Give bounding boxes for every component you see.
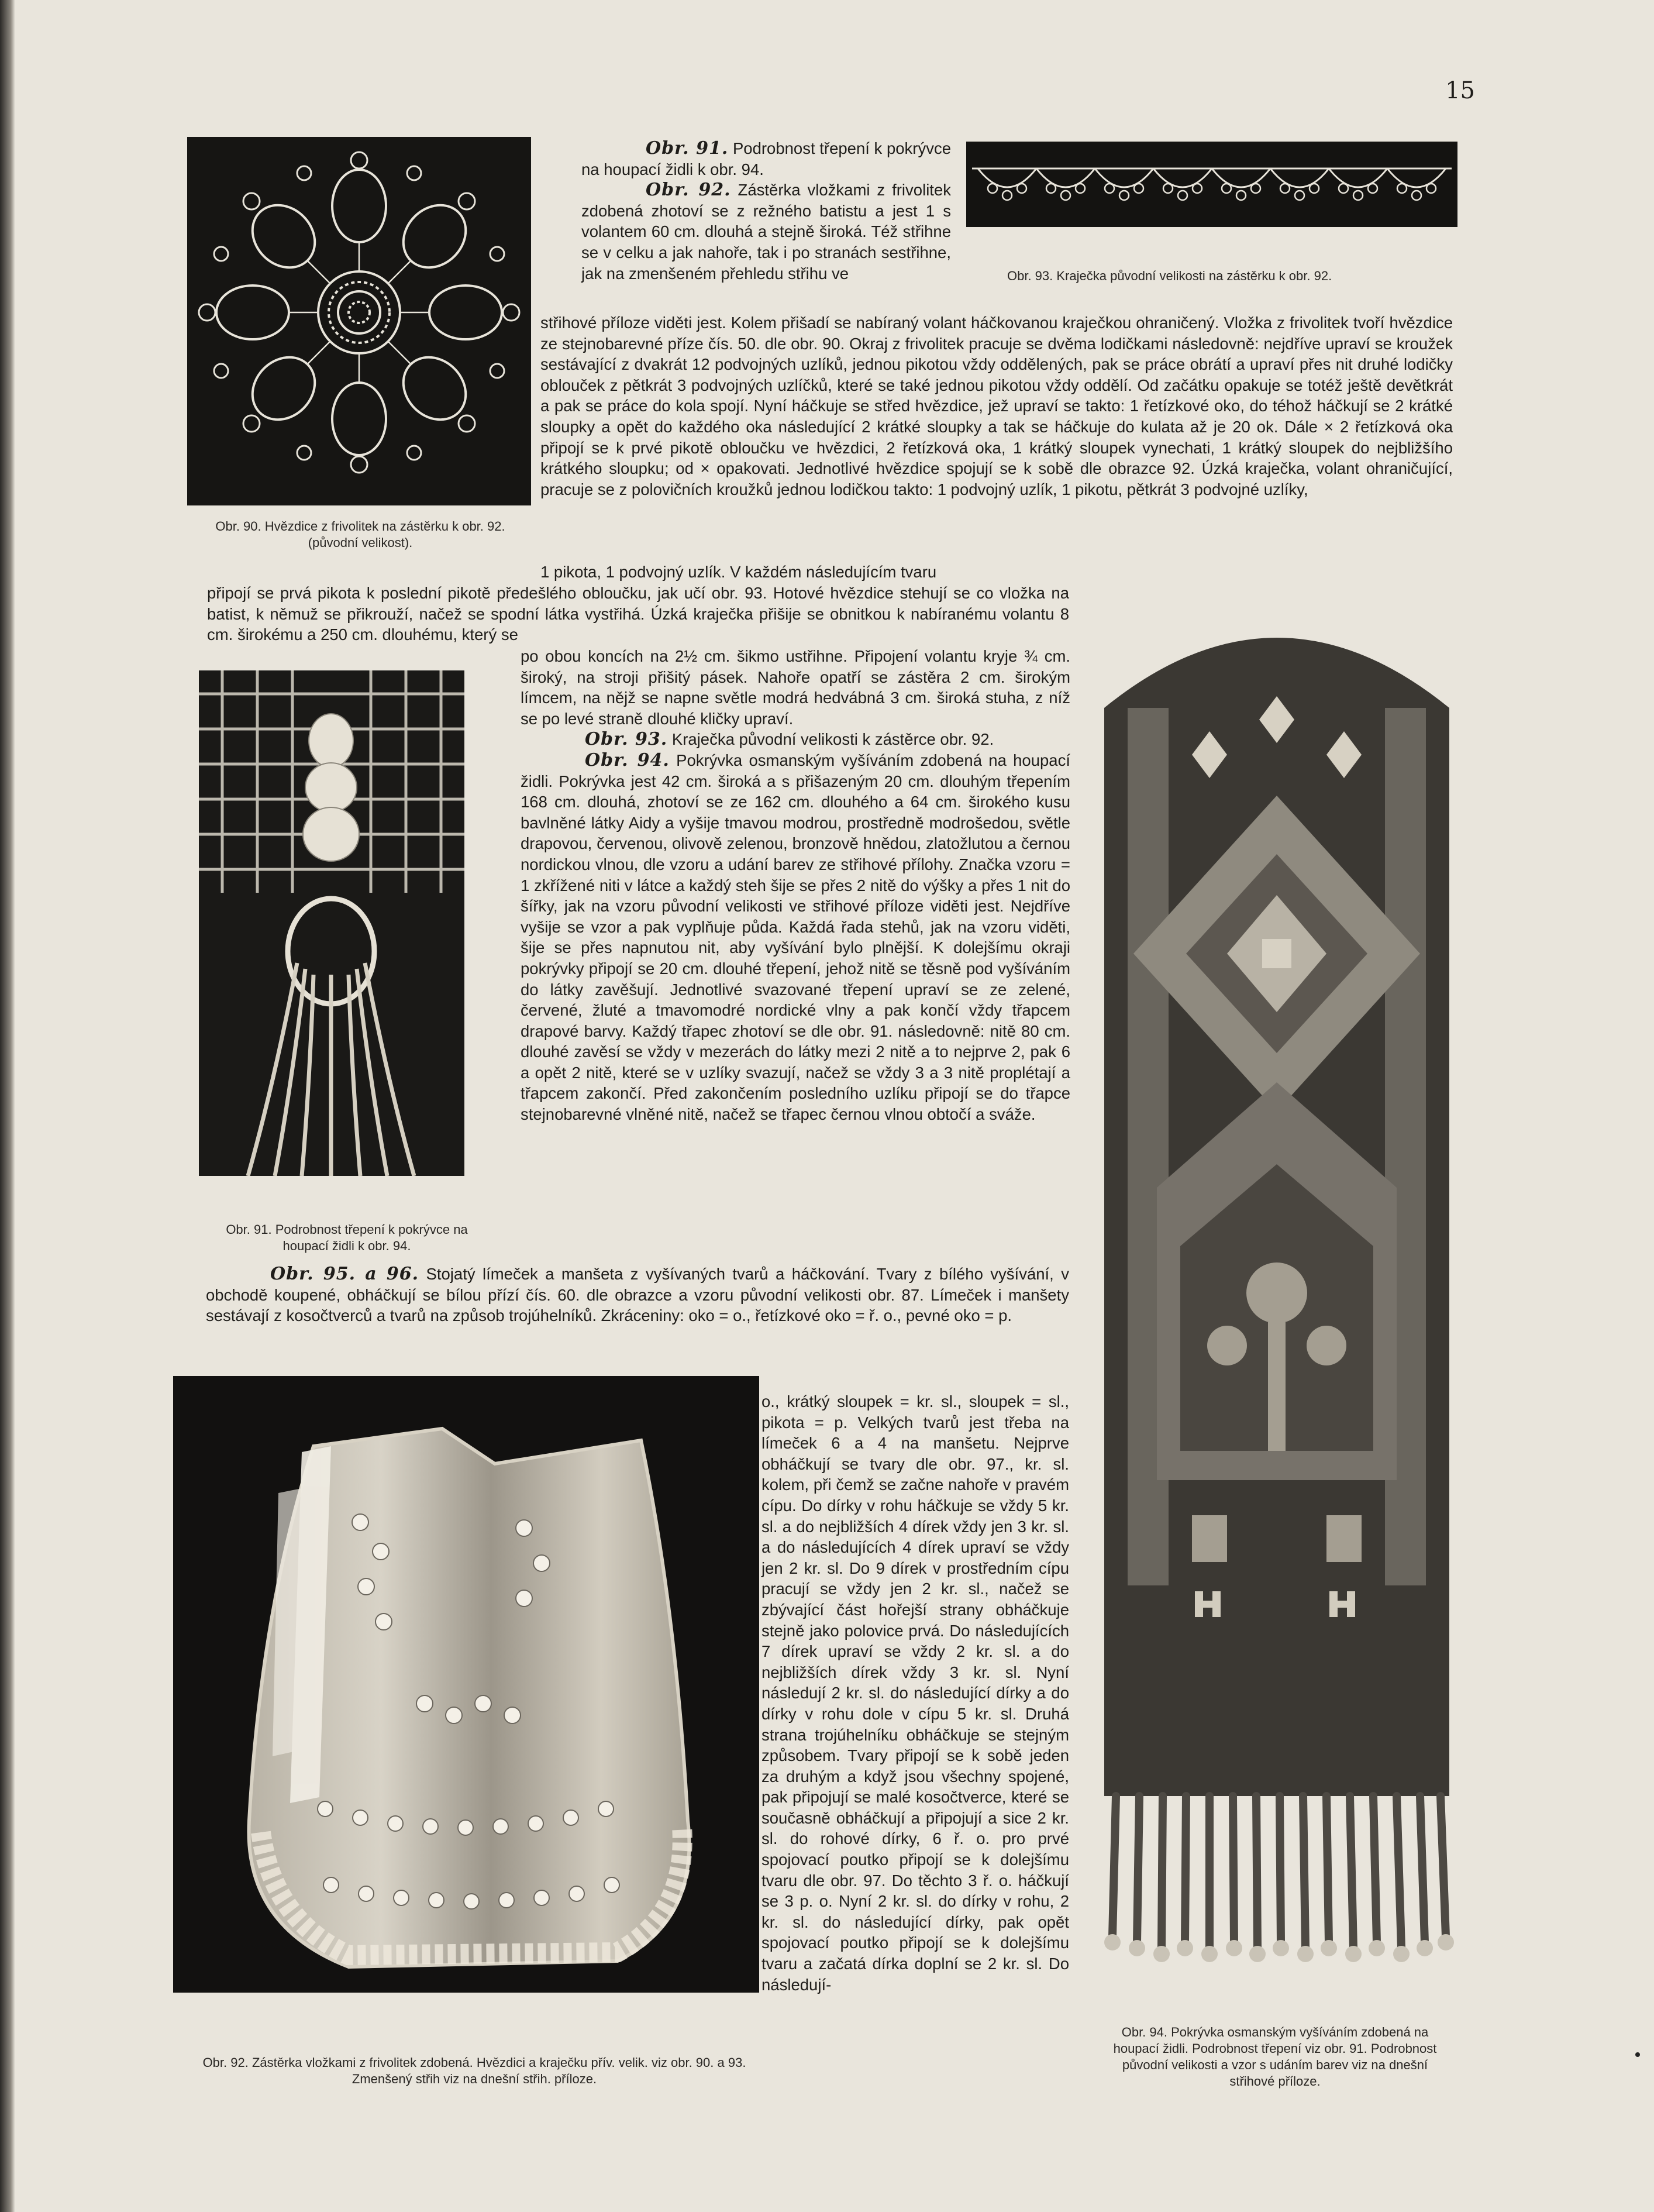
text-obr-92-line — [540, 562, 1069, 583]
ref-obr-91: Obr. 91. — [646, 138, 729, 159]
ref-obr-92: Obr. 92. — [646, 180, 731, 201]
text-obr-92-93-94 — [521, 646, 1070, 1125]
text-obr-94-body: Pokrývka osmanským vyšíváním zdobená na houpací židli. Pokrývka jest 42 cm. široká a s přišazeným 20 cm. dlouhým třepením 168 cm. dlouhá, zhotoví se ze 162 cm. dlouhého a 64 cm. širokého kusu bavlněné látky Aidy a vyšije tmavou modrou, prostředně modrošedou, světle drapovou, červenou, olivově zelenou, bronzově hnědou, zlatožlutou a černou nordickou vlnou, dle vzoru a udání barev ze střihové přílohy. Značka vzoru = 1 zkřížené niti v látce a každý steh šije se přes 2 nitě do výšky a přes 1 nit do šířky, jak na vzoru původní velikosti ve střihové příloze viděti jest. Nejdříve vyšije se vzor a pak vyplňuje půda. Každá řada stehů, jak na vzoru viděti, šije se přes napnutou nit, aby vyšívání bylo plnější. K dolejšímu okraji pokrývky připojí se 20 cm. dlouhé třepení, jehož nitě se těsně pod vyšíváním do látky zavěšují. Jednotlivé svazované třepení upraví se ze zelené, červené, žluté a tmavomodré nordické vlny a pak končí vždy třapcem drapové barvy. Každý třapec zhotoví se dle obr. 91. následovně: nitě 80 cm. dlouhé zavěsí se vždy v mezerách do látky mezi 2 nitě a to nejprve 2, pak 6 a opět 2 nitě, které se v uzlíky svazují, načež se vždy 3 a 3 nitě proplétají a třapcem zakončí. Před zakončením posledního uzlíku připojí se do třapce stejnobarevné vlněné nitě, načež se třapec černou vlnou obtočí a sváže. — [521, 751, 1070, 1124]
text-obr-92-b: střihové příloze viděti jest. Kolem přišadí se nabíraný volant háčkovanou kraječkou ohraničený. Vložka z frivolitek tvoří hvězdice ze stejnobarevné příze čís. 50. dle obr. 90. Okraj z frivolitek pracuje se dvěma lodičkami následovně: nejdříve upraví se kroužek sestávající z dvakrát 12 podvojných uzlíků, jednou pikotou vždy oddělených, pak se práce obrátí a upraví přes nit druhé lodičky oblouček z pětkrát 3 podvojných uzlíčků, které se také jednou pikotou vždy oddělí. Od začátku opakuje se totéž ještě devětkrát a pak se práce do kola spojí. Nyní háčkuje se střed hvězdice, jež upraví se takto: 1 řetízkové oko, do téhož háčkují se 2 krátké sloupky a opět do každého oka následující 2 krátké sloupky a tak se háčkuje do kulata až je 20 ok. Dále × 2 řetízková oka připojí se k prvé pikotě obloučku ve hvězdici, 2 řetízková oka, 1 krátký sloupek vynechati, 1 krátký sloupek do nejbližšího krátkého sloupku; od × opakovati. Jednotlivé hvězdice spojují se k sobě dle obrazce 92. Úzká kraječka, volant ohraničující, pracuje se z polovičních kroužků jednou lodičkou takto: 1 podvojný uzlík, 1 pikotu, pětkrát 3 podvojné uzlíky, — [540, 314, 1453, 498]
text-obr-92-c: 1 pikota, 1 podvojný uzlík. V každém následujícím tvaru — [540, 563, 937, 581]
ref-obr-94: Obr. 94. — [585, 749, 670, 770]
figure-93-edging — [966, 142, 1457, 227]
page-number: 15 — [1445, 77, 1475, 104]
caption-fig-90: Obr. 90. Hvězdice z frivolitek na zástěrku k obr. 92. (původní velikost). — [215, 519, 505, 550]
figure-90-tatted-star — [187, 137, 531, 505]
figure-91-fringe — [199, 670, 464, 1176]
text-obr-92-d: připojí se prvá pikota k poslední pikotě předešlého obloučku, jak učí obr. 93. Hotové hvězdice stehují se co vložka na batist, k němuž se přikrouží, načež se spodní látka vystřihá. Úzká kraječka přišije se obnitkou k nabíranému volantu 8 cm. širokému a 250 cm. dlouhému, který se — [207, 584, 1069, 644]
figure-92-apron — [173, 1376, 759, 1993]
text-obr-91-body: Podrobnost třepení k pokrývce na houpací židli k obr. 94. — [581, 139, 952, 178]
caption-fig-93: Obr. 93. Kraječka původní velikosti na zástěrku k obr. 92. — [1007, 269, 1332, 283]
embroidered-cover-drawing — [1093, 603, 1461, 1977]
text-obr-95-b: o., krátký sloupek = kr. sl., sloupek = sl., pikota = p. Velkých tvarů jest třeba na límeček 6 a 4 na manšetu. Nejprve obháčkují se tvary dle obr. 97., kr. sl. kolem, při čemž se začne nahoře v pravém cípu. Do dírky v rohu háčkuje se vždy 5 kr. sl. a do nejbližších 4 dírek vždy jen 3 kr. sl. a do následujících 4 dírek upraví se vždy jen 2 kr. sl. Do 9 dírek v prostředním cípu pracují se vždy jen 2 kr. sl., načež se zbývající část hořejší strany obháčkuje stejně jako polovice prvá. Do následujících 7 dírek upraví se vždy 2 kr. sl. a do nejbližších dírek vždy 3 kr. sl. Nyní následují 2 kr. sl. do následující dírky a do dírky v rohu dole v cípu 5 kr. sl. Druhá strana trojúhelníku obháčkuje se stejným způsobem. Tvary připojí se k sobě jeden za druhým a když jsou všechny spojené, pak připojují se malé kosočtverce, které se současně obháčkují a připojují a sice 2 kr. sl. do rohové dírky, 6 ř. o. pro prvé spojovací poutko připojí se k dolejšímu tvaru dle obr. 97. Do těchto 3 ř. o. háčkují se 3 p. o. Nyní 2 kr. sl. do dírky v rohu, 2 kr. sl. do následující dírky, pak opět spojovací poutko připojí se k dolejšímu tvaru a začatá dírka doplní se 2 kr. sl. Do následují- — [761, 1392, 1069, 1994]
ref-obr-95-96: Obr. 95. a 96. — [270, 1264, 419, 1284]
text-obr-95-a: Stojatý límeček a manšeta z vyšívaných tvarů a háčkování. Tvary z bílého vyšívání, v obchodě koupené, obháčkují se bílou přízí čís. 60. dle obrazce a vzoru původní velikosti obr. 87. Límeček i manšety sestávají z kosočtverců a tvarů na způsob trojúhelníků. Zkráceniny: oko = o., řetízkové oko = ř. o., pevné oko = p. — [206, 1265, 1069, 1325]
ref-obr-93: Obr. 93. — [585, 729, 668, 750]
text-obr-92-continued — [540, 312, 1453, 500]
text-obr-92-e: po obou koncích na 2½ cm. šikmo ustřihne. Připojení volantu kryje ¾ cm. široký, na stroji přišitý pásek. Nahoře opatří se zástěra 2 cm. širokým límcem, na nějž se napne světle modrá hedvábná 3 cm. široká stuha, z níž se po levé straně dlouhé kličky upraví. — [521, 647, 1070, 728]
printer-mark — [1635, 2052, 1640, 2057]
text-obr-95-continued — [761, 1391, 1069, 1995]
caption-fig-94: Obr. 94. Pokrývka osmanským vyšíváním zdobená na houpací židli. Podrobnost třepení viz obr. 91. Podrobnost původní velikosti a vzor s udáním barev viz na dnešní střihové příloze. — [1113, 2025, 1437, 2089]
text-obr-95-96 — [206, 1264, 1069, 1326]
figure-94-embroidered-cover — [1093, 603, 1461, 1977]
text-obr-91-92 — [581, 138, 951, 284]
caption-fig-92: Obr. 92. Zástěrka vložkami z frivolitek zdobená. Hvězdici a kraječku přív. velik. viz obr. 90. a 93. Zmenšený střih viz na dnešní střih. příloze. — [202, 2055, 746, 2086]
page-binding-edge — [0, 0, 15, 2212]
edging-drawing — [966, 142, 1457, 227]
text-obr-93-body: Kraječka původní velikosti k zástěrce obr. 92. — [671, 730, 994, 749]
fringe-drawing — [199, 670, 464, 1176]
text-obr-92-d-block — [207, 583, 1069, 645]
apron-drawing — [173, 1376, 759, 1993]
tatted-star-drawing — [187, 137, 531, 505]
caption-fig-91: Obr. 91. Podrobnost třepení k pokrývce na houpací židli k obr. 94. — [226, 1222, 468, 1253]
text-obr-92-a: Zástěrka vložkami z frivolitek zdobená zhotoví se z režného batistu a jest 1 s volantem 60 cm. dlouhá a stejně široká. Též střihne se v celku a jak nahoře, tak i po stranách sestřihne, jak na zmenšeném přehledu střihu ve — [581, 181, 951, 283]
